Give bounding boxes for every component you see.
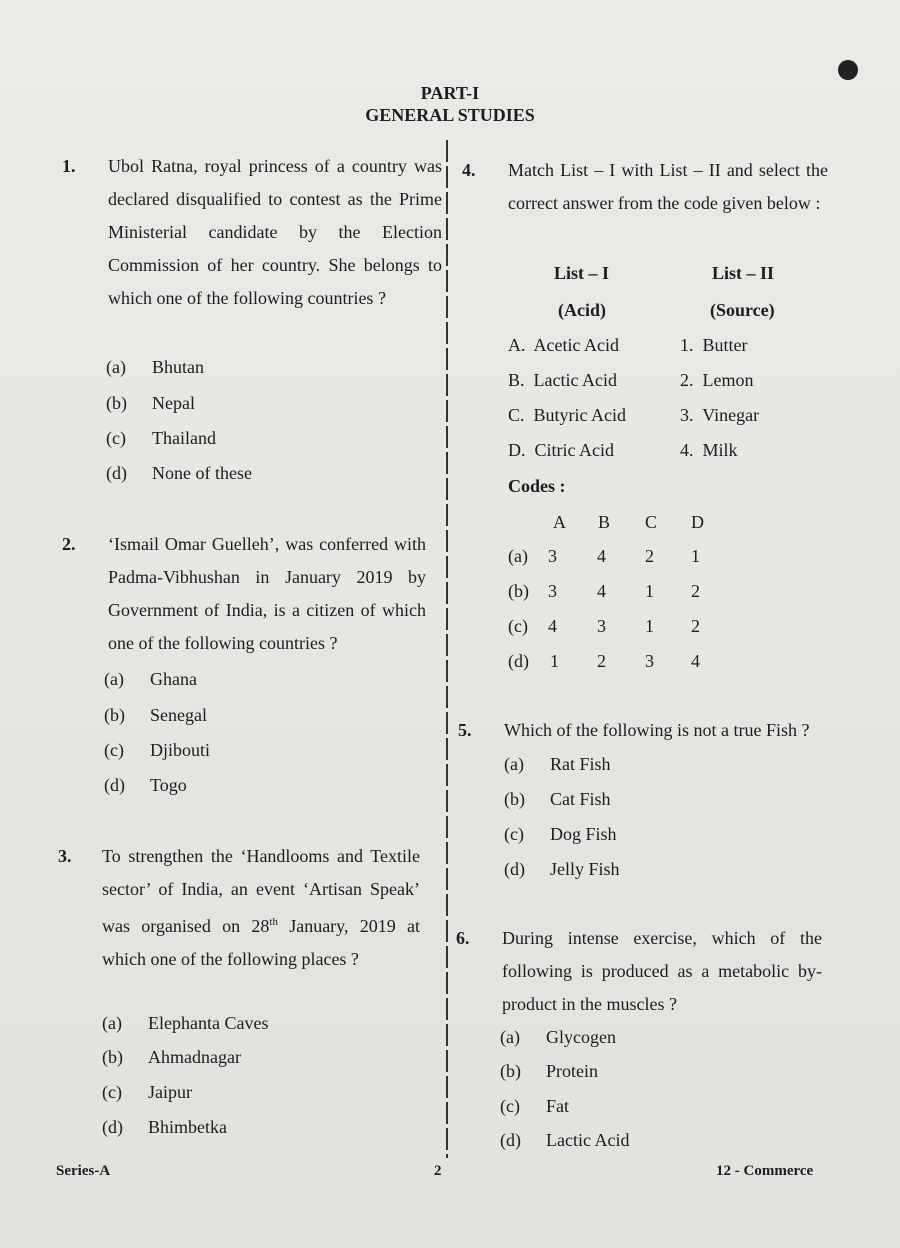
code-label: (b) <box>508 581 529 601</box>
item-label: A. <box>508 335 526 355</box>
option-text: Fat <box>546 1096 570 1116</box>
question-text: Ubol Ratna, royal princess of a country was declared disqualified to contest as the Prime Ministerial candidate by the Election Commission of her country. She belongs to which one of the following countries ? <box>108 156 442 308</box>
list-2-subtitle: (Source) <box>710 300 775 320</box>
option-text: Protein <box>546 1061 598 1081</box>
item-label: 2. <box>680 370 694 390</box>
option-text: Lactic Acid <box>546 1130 630 1150</box>
option-text: Bhutan <box>152 357 204 377</box>
code-value: 3 <box>548 581 557 601</box>
question-number: 4. <box>462 160 476 180</box>
question-text: Match List – I with List – II and select the correct answer from the code given below : <box>508 160 828 213</box>
option-text: Elephanta Caves <box>148 1013 269 1033</box>
question-text-part: To strengthen the ‘Handlooms and Textile sector’ of India, an event ‘Artisan Speak’ was organised on <box>102 846 420 936</box>
option-label: (c) <box>504 824 524 844</box>
list-2-title: List – II <box>712 263 775 283</box>
option-label: (a) <box>104 669 124 689</box>
option-label: (c) <box>102 1082 122 1102</box>
option-text: Cat Fish <box>550 789 611 809</box>
option-label: (a) <box>106 357 126 377</box>
item-text: Butter <box>702 335 748 355</box>
list-2-item <box>680 335 748 356</box>
option-label: (d) <box>504 859 525 879</box>
page-header <box>0 82 900 126</box>
item-label: 1. <box>680 335 694 355</box>
code-value: 1 <box>645 581 654 601</box>
list-1-item <box>508 440 614 461</box>
option-text: Jelly Fish <box>550 859 620 879</box>
question-text: ‘Ismail Omar Guelleh’, was conferred with Padma-Vibhushan in January 2019 by Government of India, is a citizen of which one of the following countries ? <box>108 534 426 653</box>
code-value: 3 <box>597 616 606 636</box>
option-text: Bhimbetka <box>148 1117 227 1137</box>
option-label: (d) <box>500 1130 521 1150</box>
item-label: 3. <box>680 405 694 425</box>
question-text: Which of the following is not a true Fish ? <box>504 720 810 740</box>
code-value: 4 <box>691 651 700 671</box>
question-number: 3. <box>58 846 72 866</box>
punch-hole <box>838 60 858 80</box>
code-value: 2 <box>645 546 654 566</box>
code-label: (d) <box>508 651 529 671</box>
option-text: Glycogen <box>546 1027 616 1047</box>
question-number: 1. <box>62 156 76 176</box>
option-text: None of these <box>152 463 252 483</box>
code-value: 2 <box>691 581 700 601</box>
code-header: D <box>691 512 704 532</box>
item-text: Citric Acid <box>534 440 614 460</box>
code-option-a[interactable] <box>508 546 528 567</box>
question-text-part: January, 2019 at which one of the following places ? <box>102 916 420 969</box>
codes-label: Codes : <box>508 476 566 496</box>
subject-label: 12 - Commerce <box>716 1163 814 1179</box>
code-header: C <box>645 512 658 532</box>
page-number: 2 <box>434 1163 442 1179</box>
item-label: B. <box>508 370 525 390</box>
list-1-subtitle: (Acid) <box>558 300 606 320</box>
option-label: (b) <box>104 705 125 725</box>
item-text: Butyric Acid <box>533 405 627 425</box>
question-number: 6. <box>456 928 470 948</box>
option-label: (b) <box>504 789 525 809</box>
option-label: (c) <box>104 740 124 760</box>
list-2-item <box>680 370 754 391</box>
series-label: Series-A <box>56 1163 111 1179</box>
option-label: (c) <box>106 428 126 448</box>
list-2-item <box>680 440 738 461</box>
code-value: 4 <box>548 616 557 636</box>
code-option-b[interactable] <box>508 581 529 602</box>
section-heading: GENERAL STUDIES <box>365 105 535 125</box>
item-label: C. <box>508 405 525 425</box>
list-1-item <box>508 405 626 426</box>
code-value: 2 <box>597 651 606 671</box>
list-1-item <box>508 335 619 356</box>
option-text: Senegal <box>150 705 207 725</box>
list-2-item <box>680 405 759 426</box>
option-label: (d) <box>106 463 127 483</box>
option-text: Dog Fish <box>550 824 617 844</box>
code-label: (a) <box>508 546 528 566</box>
item-label: 4. <box>680 440 694 460</box>
option-text: Togo <box>150 775 187 795</box>
option-label: (b) <box>102 1047 123 1067</box>
option-text: Nepal <box>152 393 195 413</box>
column-divider <box>446 140 448 1158</box>
item-label: D. <box>508 440 526 460</box>
item-text: Lemon <box>702 370 754 390</box>
code-header: B <box>598 512 611 532</box>
event-date-suffix: th <box>269 916 278 928</box>
code-value: 4 <box>597 581 606 601</box>
option-text: Thailand <box>152 428 216 448</box>
option-text: Rat Fish <box>550 754 611 774</box>
option-label: (c) <box>500 1096 520 1116</box>
question-number: 5. <box>458 720 472 740</box>
option-text: Djibouti <box>150 740 211 760</box>
option-label: (b) <box>106 393 127 413</box>
option-label: (d) <box>104 775 125 795</box>
code-value: 1 <box>691 546 700 566</box>
option-label: (a) <box>500 1027 520 1047</box>
item-text: Acetic Acid <box>533 335 619 355</box>
code-value: 3 <box>548 546 557 566</box>
code-value: 2 <box>691 616 700 636</box>
code-option-c[interactable] <box>508 616 528 637</box>
item-text: Lactic Acid <box>533 370 617 390</box>
option-label: (d) <box>102 1117 123 1137</box>
code-value: 3 <box>645 651 654 671</box>
item-text: Vinegar <box>702 405 760 425</box>
list-1-item <box>508 370 617 391</box>
code-value: 1 <box>645 616 654 636</box>
code-option-d[interactable] <box>508 651 529 672</box>
option-text: Ahmadnagar <box>148 1047 241 1067</box>
option-label: (a) <box>504 754 524 774</box>
item-text: Milk <box>702 440 738 460</box>
part-heading: PART-I <box>420 83 480 103</box>
option-text: Jaipur <box>148 1082 192 1102</box>
code-value: 1 <box>550 651 559 671</box>
list-1-title: List – I <box>554 263 610 283</box>
code-value: 4 <box>597 546 606 566</box>
question-number: 2. <box>62 534 76 554</box>
question-text: During intense exercise, which of the following is produced as a metabolic by-product in the muscles ? <box>502 928 822 1014</box>
option-label: (b) <box>500 1061 521 1081</box>
option-text: Ghana <box>150 669 197 689</box>
event-date-day: 28 <box>251 916 270 936</box>
option-label: (a) <box>102 1013 122 1033</box>
question-text <box>102 840 420 976</box>
code-label: (c) <box>508 616 528 636</box>
code-header: A <box>553 512 566 532</box>
